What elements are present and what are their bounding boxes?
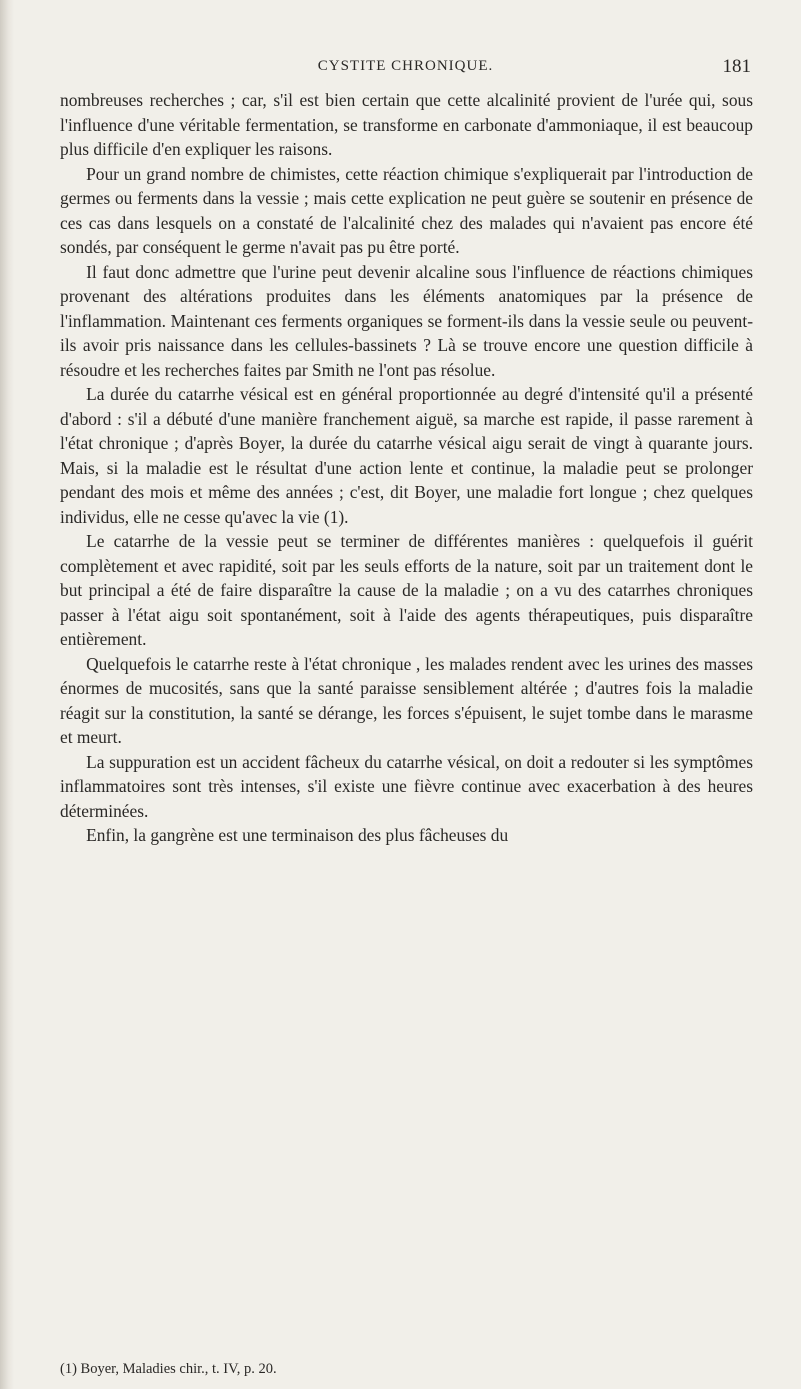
paragraph-3: Il faut donc admettre que l'urine peut devenir alcaline sous l'influence de réactions chimiques provenant des altérations produites dans les éléments anatomiques par la présence de l'inflammation. Maintenant ces ferments organiques se forment-ils dans la vessie seule ou peuvent-ils avoir pris naissance dans les cellules-bassinets ? Là se trouve encore une question difficile à résoudre et les recherches faites par Smith ne l'ont pas résolue. xyxy=(60,261,753,380)
body-text xyxy=(60,88,753,848)
paragraph-6: Quelquefois le catarrhe reste à l'état chronique , les malades rendent avec les urines des masses énormes de mucosités, sans que la santé paraisse sensiblement altérée ; d'autres fois la maladie réagit sur la constitution, la santé se dérange, les forces s'épuisent, le sujet tombe dans le marasme et meurt. xyxy=(60,653,753,747)
paragraph-1: nombreuses recherches ; car, s'il est bien certain que cette alcalinité provient de l'urée qui, sous l'influence d'une véritable fermentation, se transforme en carbonate d'ammoniaque, il est beaucoup plus difficile d'en expliquer les raisons. xyxy=(60,90,753,159)
page-header xyxy=(60,58,751,80)
paragraph-7: La suppuration est un accident fâcheux du catarrhe vésical, on doit a redouter si les symptômes inflammatoires sont très intenses, s'il existe une fièvre continue avec exacerbation à des heures déterminées. xyxy=(60,751,753,821)
paragraph-8: Enfin, la gangrène est une terminaison des plus fâcheuses du xyxy=(86,825,509,845)
page-number: 181 xyxy=(722,56,751,77)
paragraph-2: Pour un grand nombre de chimistes, cette réaction chimique s'expliquerait par l'introduction de germes ou ferments dans la vessie ; mais cette explication ne peut guère se soutenir en présence de ces cas dans lesquels on a constaté de l'alcalinité chez des malades qui n'avaient pas encore été sondés, par conséquent le germe n'avait pas pu être porté. xyxy=(60,163,753,257)
paragraph-4: La durée du catarrhe vésical est en général proportionnée au degré d'intensité qu'il a présenté d'abord : s'il a débuté d'une manière franchement aiguë, sa marche est rapide, il passe rarement à l'état chronique ; d'après Boyer, la durée du catarrhe vésical aigu serait de vingt à quarante jours. Mais, si la maladie est le résultat d'une action lente et continue, la maladie peut se prolonger pendant des mois et même des années ; c'est, dit Boyer, une maladie fort longue ; chez quelques individus, elle ne cesse qu'avec la vie (1). xyxy=(60,384,753,527)
paragraph-5: Le catarrhe de la vessie peut se terminer de différentes manières : quelquefois il guérit complètement et avec rapidité, soit par les seuls efforts de la nature, soit par un traitement dont le but principal a été de faire disparaître la cause de la maladie ; on a vu des catarrhes chroniques passer à l'état aigu soit spontanément, soit à l'aide des agents thérapeutiques, puis disparaître entièrement. xyxy=(60,531,753,649)
page-binding-shadow xyxy=(0,0,14,1389)
running-title: CYSTITE CHRONIQUE. xyxy=(317,58,494,74)
footnote: (1) Boyer, Maladies chir., t. IV, p. 20. xyxy=(60,1361,277,1377)
